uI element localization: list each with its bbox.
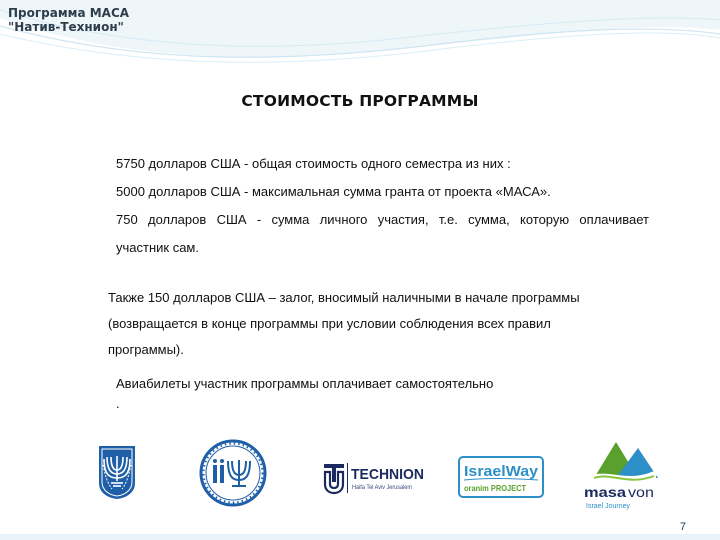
cost-line-personal: 750 долларов США - сумма личного участия, т.е. сумма, которую оплачивает [116, 212, 649, 227]
masa-name: masa [584, 484, 627, 500]
technion-name: TECHNION [351, 466, 424, 483]
israelway-subtitle: oranim PROJECT [464, 484, 527, 493]
program-caption-line1: Программа МАСА [8, 6, 130, 20]
israel-emblem-logo [96, 443, 138, 501]
program-caption [8, 6, 129, 34]
israelway-title: IsraelWay [464, 463, 539, 480]
masa-suffix: von [628, 484, 654, 500]
seal-logo [198, 438, 268, 508]
deposit-line-3: программы). [108, 342, 184, 357]
masa-logo [576, 438, 672, 514]
footer-bar [0, 534, 720, 540]
masa-subtitle: Israel Journey [586, 503, 631, 510]
cost-line-grant: 5000 долларов США - максимальная сумма гранта от проекта «МАСА». [116, 184, 551, 199]
airfare-line-dot: . [116, 396, 120, 411]
cost-line-personal-continued: участник сам. [116, 240, 199, 255]
cost-line-total: 5750 долларов США - общая стоимость одного семестра из них : [116, 156, 511, 171]
page-number: 7 [679, 521, 686, 533]
slide-title: СТОИМОСТЬ ПРОГРАММЫ [241, 92, 479, 110]
technion-city: Haifa Tel Aviv Jerusalem [352, 485, 412, 491]
deposit-paragraph [108, 285, 580, 363]
israelway-logo [458, 456, 544, 500]
deposit-line-2: (возвращается в конце программы при условии соблюдения всех правил [108, 316, 551, 331]
airfare-line: Авиабилеты участник программы оплачивает самостоятельно [116, 376, 494, 391]
technion-logo [322, 460, 428, 496]
program-caption-line2: "Натив-Технион" [8, 20, 124, 34]
deposit-line-1: Также 150 долларов США – залог, вносимый наличными в начале программы [108, 290, 580, 305]
